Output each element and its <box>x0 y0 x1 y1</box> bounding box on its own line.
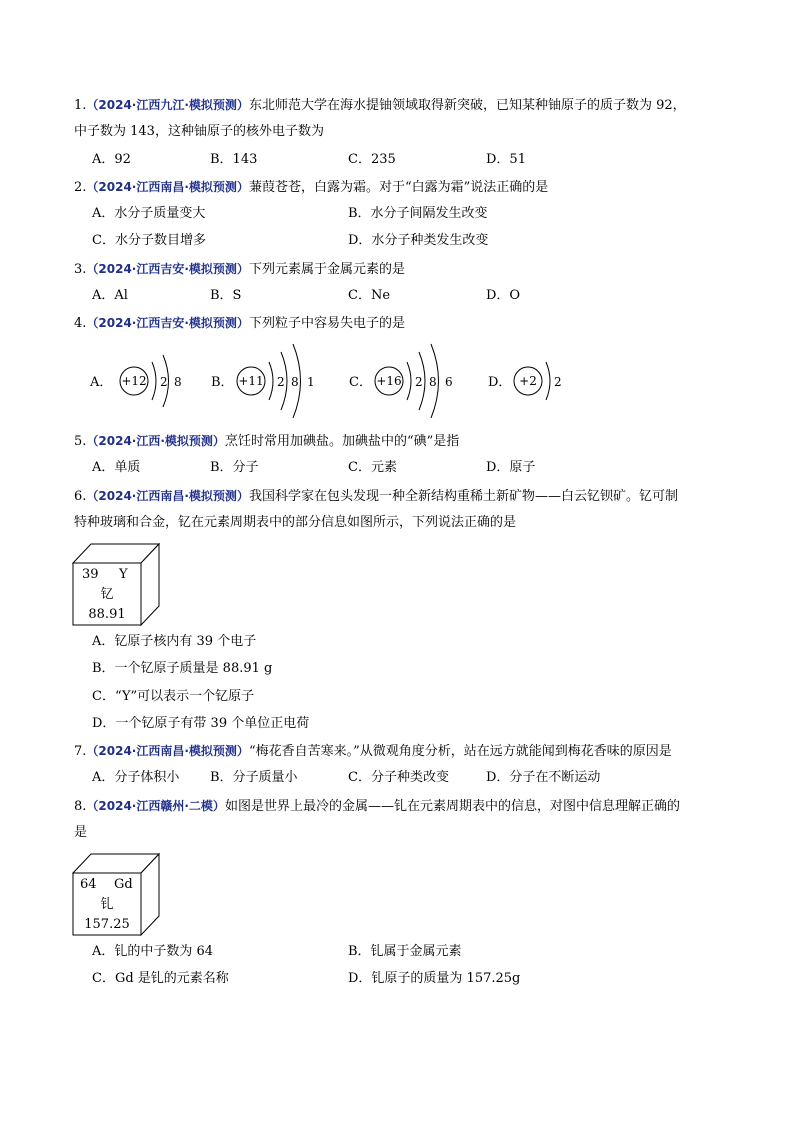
question-number: 4. <box>74 316 87 331</box>
nucleus-charge: +16 <box>376 374 402 388</box>
question-1-line-1 <box>74 96 686 115</box>
question-number: 3. <box>74 262 87 277</box>
option-d: D．O <box>486 288 521 303</box>
element-tile-gadolinium <box>72 853 162 937</box>
nucleus-charge: +12 <box>121 374 147 388</box>
option-c: C．235 <box>348 152 396 167</box>
option-c: C．Ne <box>348 288 391 303</box>
option-label: A． <box>90 375 113 390</box>
option-d: D．原子 <box>486 460 536 475</box>
question-text: 中子数为 143，这种铀原子的核外电子数为 <box>74 124 324 139</box>
question-text: 下列元素属于金属元素的是 <box>248 262 405 277</box>
option-d: D．一个钇原子有带 39 个单位正电荷 <box>92 716 310 731</box>
question-number: 5. <box>74 434 87 449</box>
question-number: 8. <box>74 799 87 814</box>
question-2-line-1 <box>74 178 548 197</box>
question-number: 1. <box>74 98 87 113</box>
atom-diagram-a <box>88 338 208 418</box>
option-a: A．92 <box>92 152 131 167</box>
option-a: A．水分子质量变大 <box>92 206 206 221</box>
question-source: （2024·江西南昌·模拟预测） <box>86 489 249 503</box>
question-source: （2024·江西南昌·模拟预测） <box>86 180 249 194</box>
option-c: C．Gd 是钆的元素名称 <box>92 971 229 986</box>
element-symbol: Y <box>119 567 128 582</box>
atom-diagram-c <box>347 338 472 418</box>
shell-electrons: 8 <box>429 375 437 389</box>
atomic-number: 39 <box>82 567 99 582</box>
atom-diagram-b <box>209 338 334 418</box>
shell-electrons: 6 <box>445 375 453 389</box>
shell-arc <box>546 362 550 400</box>
question-source: （2024·江西南昌·模拟预测） <box>86 744 249 758</box>
question-source: （2024·江西吉安·模拟预测） <box>86 316 249 330</box>
shell-arc <box>407 362 411 400</box>
option-a: A．Al <box>92 288 128 303</box>
question-source: （2024·江西赣州·二模） <box>86 799 225 813</box>
question-text: 我国科学家在包头发现一种全新结构重稀土新矿物——白云钇钡矿。钇可制 <box>248 489 678 504</box>
option-label: D． <box>488 375 512 390</box>
shell-arc <box>152 362 156 400</box>
question-1-line-2 <box>74 123 324 141</box>
question-4-line-1 <box>74 314 405 333</box>
option-a: A．单质 <box>92 460 141 475</box>
option-c: C．元素 <box>348 460 397 475</box>
shell-electrons: 1 <box>307 375 315 389</box>
atomic-mass: 157.25 <box>84 917 130 932</box>
question-text: 蒹葭苍苍，白露为霜。对于“白露为霜”说法正确的是 <box>248 180 549 195</box>
option-a: A．分子体积小 <box>92 770 180 785</box>
question-5-line-1 <box>74 432 459 451</box>
option-d: D．51 <box>486 152 526 167</box>
option-b: B．水分子间隔发生改变 <box>348 206 488 221</box>
question-number: 6. <box>74 489 87 504</box>
shell-electrons: 2 <box>160 375 168 389</box>
nucleus-charge: +2 <box>519 374 537 388</box>
option-b: B．S <box>210 288 242 303</box>
shell-electrons: 2 <box>277 375 285 389</box>
question-source: （2024·江西九江·模拟预测） <box>86 98 249 112</box>
atomic-mass: 88.91 <box>88 607 126 622</box>
option-d: D．水分子种类发生改变 <box>348 233 489 248</box>
question-text: 是 <box>74 825 88 840</box>
nucleus-charge: +11 <box>238 374 264 388</box>
question-text: 烹饪时常用加碘盐。加碘盐中的“碘”是指 <box>224 434 460 449</box>
shell-electrons: 8 <box>291 375 299 389</box>
question-source: （2024·江西吉安·模拟预测） <box>86 262 249 276</box>
option-c: C．分子种类改变 <box>348 770 449 785</box>
element-name: 钇 <box>100 587 114 602</box>
option-a: A．钆的中子数为 64 <box>92 944 214 959</box>
option-label: C． <box>349 375 372 390</box>
shell-electrons: 8 <box>174 375 182 389</box>
question-8-line-1 <box>74 797 680 816</box>
question-8-line-2 <box>74 824 87 842</box>
element-symbol: Gd <box>114 877 133 892</box>
question-6-line-1 <box>74 487 678 506</box>
option-a: A．钇原子核内有 39 个电子 <box>92 634 257 649</box>
option-d: D．钆原子的质量为 157.25g <box>348 971 521 986</box>
atom-diagram-d <box>486 338 586 418</box>
question-number: 2. <box>74 180 87 195</box>
element-tile-yttrium <box>72 543 162 627</box>
shell-arc <box>269 362 273 400</box>
option-c: C．水分子数目增多 <box>92 233 206 248</box>
option-b: B．钆属于金属元素 <box>348 944 462 959</box>
question-6-line-2 <box>74 514 516 532</box>
question-text: 东北师范大学在海水提铀领域取得新突破，已知某种铀原子的质子数为 92， <box>248 98 686 113</box>
option-b: B．143 <box>210 152 258 167</box>
shell-electrons: 2 <box>415 375 423 389</box>
question-text: “梅花香自苦寒来。”从微观角度分析，站在远方就能闻到梅花香味的原因是 <box>248 744 672 759</box>
question-3-line-1 <box>74 260 405 279</box>
question-text: 下列粒子中容易失电子的是 <box>248 316 405 331</box>
option-b: B．分子 <box>210 460 259 475</box>
option-d: D．分子在不断运动 <box>486 770 601 785</box>
option-b: B．分子质量小 <box>210 770 298 785</box>
option-b: B．一个钇原子质量是 88.91 g <box>92 661 273 676</box>
option-label: B． <box>211 375 234 390</box>
shell-electrons: 2 <box>554 375 562 389</box>
question-number: 7. <box>74 744 87 759</box>
question-source: （2024·江西·模拟预测） <box>86 434 225 448</box>
atomic-number: 64 <box>80 877 97 892</box>
element-name: 钆 <box>100 897 114 912</box>
question-7-line-1 <box>74 742 672 761</box>
question-text: 如图是世界上最冷的金属——钆在元素周期表中的信息，对图中信息理解正确的 <box>224 799 680 814</box>
question-text: 特种玻璃和合金，钇在元素周期表中的部分信息如图所示，下列说法正确的是 <box>74 515 517 530</box>
option-c: C．“Y”可以表示一个钇原子 <box>92 689 255 704</box>
